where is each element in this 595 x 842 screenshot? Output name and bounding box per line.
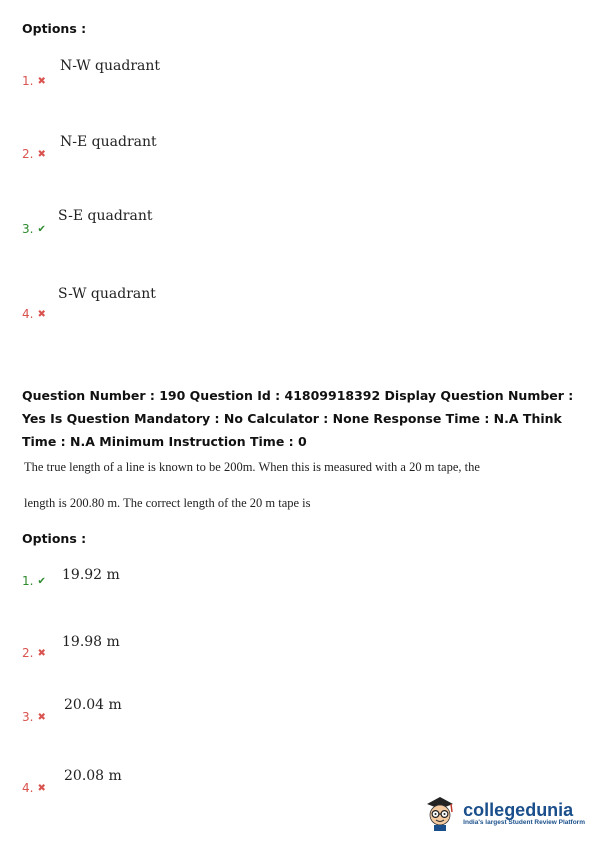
option-text: S-W quadrant [58, 286, 156, 302]
option-text: N-E quadrant [60, 134, 157, 150]
option-number [22, 646, 46, 660]
option-number [22, 222, 46, 236]
option-number [22, 710, 46, 724]
option-index: 3. [22, 710, 34, 724]
option-text: 19.92 m [62, 567, 120, 583]
option-index: 4. [22, 781, 34, 795]
question-text-line-2: length is 200.80 m. The correct length of the 20 m tape is [24, 496, 311, 510]
cross-icon: ✖ [37, 308, 46, 320]
logo-tagline: India's largest Student Review Platform [463, 818, 585, 826]
collegedunia-logo [423, 794, 585, 832]
option-number [22, 74, 46, 88]
option-text: S-E quadrant [58, 208, 153, 224]
option-index: 2. [22, 646, 34, 660]
cross-icon: ✖ [37, 75, 46, 87]
option-index: 4. [22, 307, 34, 321]
option-number [22, 147, 46, 161]
logo-name: collegedunia [463, 799, 574, 820]
question-text-line-1: The true length of a line is known to be 200m. When this is measured with a 20 m tape, the [24, 460, 480, 474]
cross-icon: ✖ [37, 782, 46, 794]
option-number [22, 574, 46, 588]
option-index: 2. [22, 147, 34, 161]
cross-icon: ✖ [37, 148, 46, 160]
logo-text [463, 801, 585, 826]
option-text: 19.98 m [62, 634, 120, 650]
mascot-icon [423, 794, 457, 832]
question-meta: Question Number : 190 Question Id : 41809918392 Display Question Number : Yes Is Question Mandatory : No Calculator : None Response Time : N.A Think Time : N.A Minimum Instruction Time : 0 [22, 388, 574, 449]
option-text: 20.08 m [64, 768, 122, 784]
options-label: Options : [22, 21, 87, 36]
option-number [22, 307, 46, 321]
option-number [22, 781, 46, 795]
option-index: 3. [22, 222, 34, 236]
option-text: N-W quadrant [60, 58, 161, 74]
option-index: 1. [22, 574, 34, 588]
check-icon: ✔ [37, 575, 46, 587]
check-icon: ✔ [37, 223, 46, 235]
cross-icon: ✖ [37, 647, 46, 659]
option-index: 1. [22, 74, 34, 88]
cross-icon: ✖ [37, 711, 46, 723]
options-label: Options : [22, 531, 87, 546]
option-text: 20.04 m [64, 697, 122, 713]
